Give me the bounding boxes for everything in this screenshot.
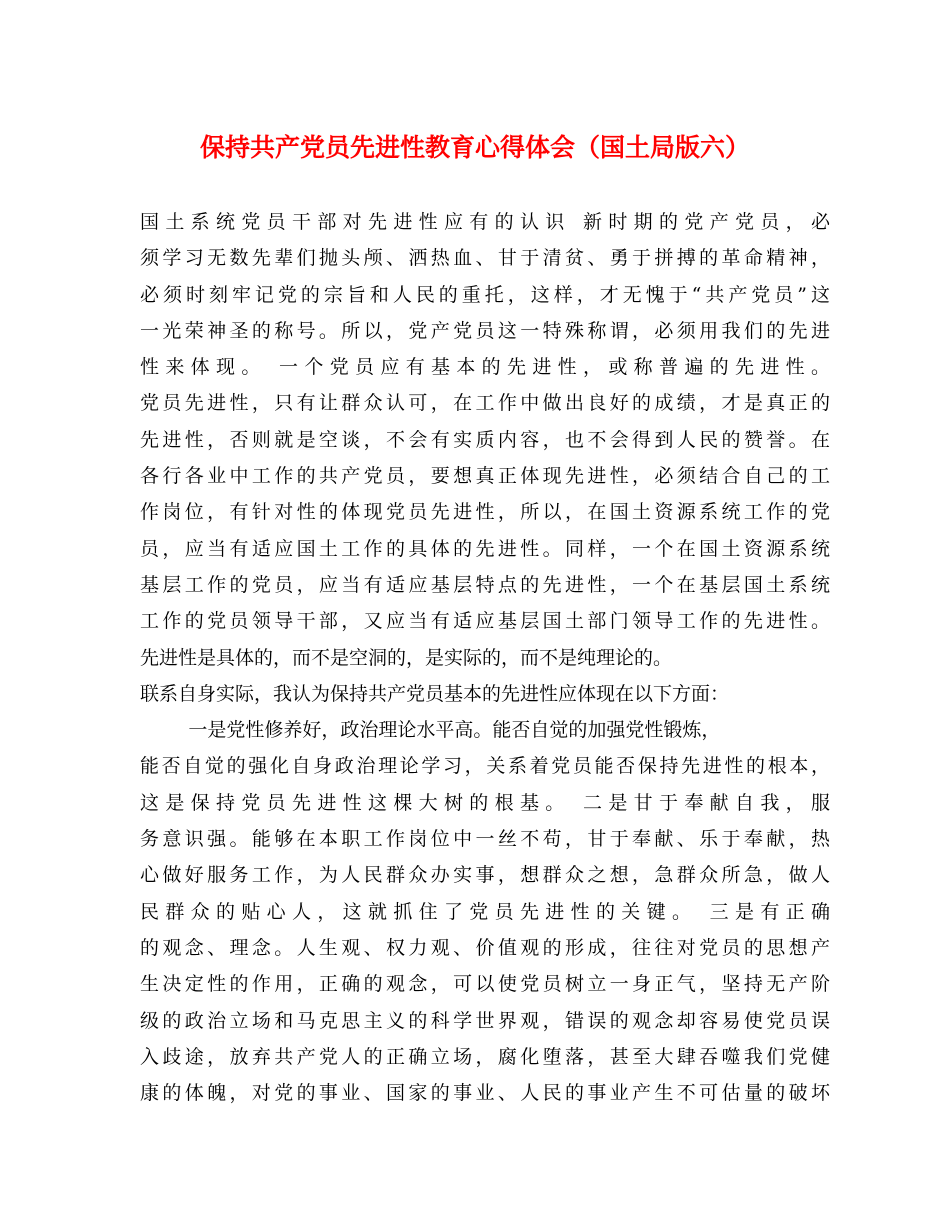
body-line: 务意识强。能够在本职工作岗位中一丝不苟，甘于奉献、乐于奉献，热 <box>140 828 830 851</box>
body-line: 员，应当有适应国土工作的具体的先进性。同样，一个在国土资源系统 <box>140 537 830 560</box>
body-line: 先进性是具体的，而不是空洞的，是实际的，而不是纯理论的。 <box>140 646 673 669</box>
body-line: 入歧途，放弃共产党人的正确立场，腐化堕落，甚至大肆吞噬我们党健 <box>140 1045 830 1068</box>
document-title: 保持共产党员先进性教育心得体会（国土局版六） <box>199 133 750 162</box>
body-line: 必须时刻牢记党的宗旨和人民的重托，这样，才无愧于“共产党员”这 <box>140 283 830 306</box>
body-line: 各行各业中工作的共产党员，要想真正体现先进性，必须结合自己的工 <box>140 465 830 488</box>
document-body <box>140 204 830 1111</box>
body-line: 党员先进性，只有让群众认可，在工作中做出良好的成绩，才是真正的 <box>140 392 830 415</box>
body-line: 联系自身实际，我认为保持共产党员基本的先进性应体现在以下方面： <box>140 682 730 705</box>
body-line: 的观念、理念。人生观、权力观、价值观的形成，往往对党员的思想产 <box>140 936 830 959</box>
body-line: 生决定性的作用，正确的观念，可以使党员树立一身正气，坚持无产阶 <box>140 973 830 996</box>
body-line: 这是保持党员先进性这棵大树的根基。 二是甘于奉献自我，服 <box>140 791 830 814</box>
body-line: 作岗位，有针对性的体现党员先进性，所以，在国土资源系统工作的党 <box>140 501 830 524</box>
body-line: 心做好服务工作，为人民群众办实事，想群众之想，急群众所急，做人 <box>140 864 830 887</box>
body-line: 基层工作的党员，应当有适应基层特点的先进性，一个在基层国土系统 <box>140 573 830 596</box>
body-line: 能否自觉的强化自身政治理论学习，关系着党员能否保持先进性的根本， <box>140 755 830 778</box>
body-line: 性来体现。 一个党员应有基本的先进性，或称普遍的先进性。 <box>140 356 830 379</box>
body-line: 一光荣神圣的称号。所以，党产党员这一特殊称谓，必须用我们的先进 <box>140 319 830 342</box>
body-line: 民群众的贴心人，这就抓住了党员先进性的关键。 三是有正确 <box>140 900 830 923</box>
body-line: 级的政治立场和马克思主义的科学世界观，错误的观念却容易使党员误 <box>140 1009 830 1032</box>
body-line: 康的体魄，对党的事业、国家的事业、人民的事业产生不可估量的破坏 <box>140 1082 830 1105</box>
body-line: 先进性，否则就是空谈，不会有实质内容，也不会得到人民的赞誉。在 <box>140 428 830 451</box>
body-line: 国土系统党员干部对先进性应有的认识 新时期的党产党员，必 <box>140 211 830 233</box>
body-line: 须学习无数先辈们抛头颅、洒热血、甘于清贫、勇于拼搏的革命精神， <box>140 247 830 270</box>
body-line: 一是党性修养好，政治理论水平高。能否自觉的加强党性锻炼， <box>140 719 721 742</box>
body-line: 工作的党员领导干部，又应当有适应基层国土部门领导工作的先进性。 <box>140 610 830 633</box>
